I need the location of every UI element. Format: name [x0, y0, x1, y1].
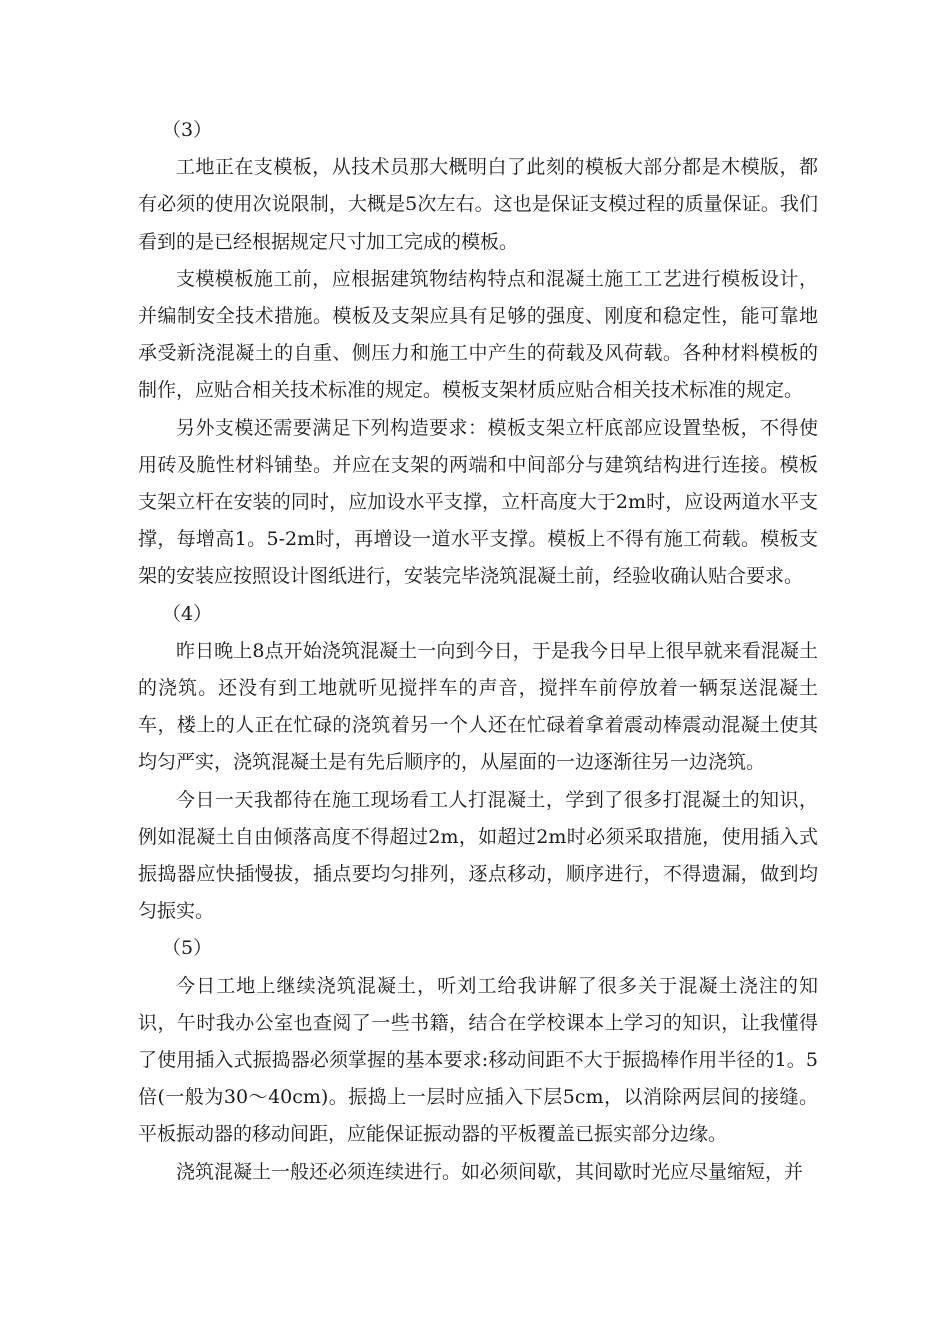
- document-body: [138, 112, 818, 1191]
- section-heading-4: （4）: [162, 602, 213, 625]
- paragraph-concrete-pouring: 昨日晚上8点开始浇筑混凝土一向到今日，于是我今日早上很早就来看混凝土的浇筑。还没有到工地就听见搅拌车的声音，搅拌车前停放着一辆泵送混凝土车，楼上的人正在忙碌的浇筑着另一个人还在忙碌着拿着震动棒震动混凝土使其均匀严实，浇筑混凝土是有先后顺序的，从屋面的一边逐渐往另一边浇筑。: [138, 639, 818, 774]
- section-heading-5: （5）: [162, 937, 213, 960]
- paragraph-continuous-pouring: 浇筑混凝土一般还必须连续进行。如必须间歇，其间歇时光应尽量缩短，并: [176, 1160, 804, 1183]
- paragraph-concrete-knowledge: 今日一天我都待在施工现场看工人打混凝土，学到了很多打混凝土的知识，例如混凝土自由倾落高度不得超过2m，如超过2m时必须采取措施，使用插入式振捣器应快插慢拔，插点要均匀排列，逐点移动，顺序进行，不得遗漏，做到均匀振实。: [138, 788, 818, 923]
- paragraph-formwork-requirements: 另外支模还需要满足下列构造要求：模板支架立杆底部应设置垫板，不得使用砖及脆性材料铺垫。并应在支架的两端和中间部分与建筑结构进行连接。模板支架立杆在安装的同时，应加设水平支撑，立杆高度大于2m时，应设两道水平支撑，每增高1。5-2m时，再增设一道水平支撑。模板上不得有施工荷载。模板支架的安装应按照设计图纸进行，安装完毕浇筑混凝土前，经验收确认贴合要求。: [138, 416, 818, 588]
- section-heading-3: （3）: [162, 119, 213, 141]
- paragraph-formwork-design: 支模模板施工前，应根据建筑物结构特点和混凝土施工工艺进行模板设计，并编制安全技术措施。模板及支架应具有足够的强度、刚度和稳定性，能可靠地承受新浇混凝土的自重、侧压力和施工中产生的荷载及风荷载。各种材料模板的制作，应贴合相关技术标准的规定。模板支架材质应贴合相关技术标准的规定。: [138, 267, 818, 402]
- paragraph-formwork-wood: 工地正在支模板，从技术员那大概明白了此刻的模板大部分都是木模版，都有必须的使用次说限制，大概是5次左右。这也是保证支模过程的质量保证。我们看到的是已经根据规定尺寸加工完成的模板。: [138, 156, 818, 253]
- paragraph-vibrator-requirements: 今日工地上继续浇筑混凝土，听刘工给我讲解了很多关于混凝土浇注的知识，午时我办公室也查阅了一些书籍，结合在学校课本上学习的知识，让我懂得了使用插入式振捣器必须掌握的基本要求:移动间距不大于振捣棒作用半径的1。5倍(一般为30～40cm)。振捣上一层时应插入下层5cm，以消除两层间的接缝。平板振动器的移动间距，应能保证振动器的平板覆盖已振实部分边缘。: [138, 974, 818, 1146]
